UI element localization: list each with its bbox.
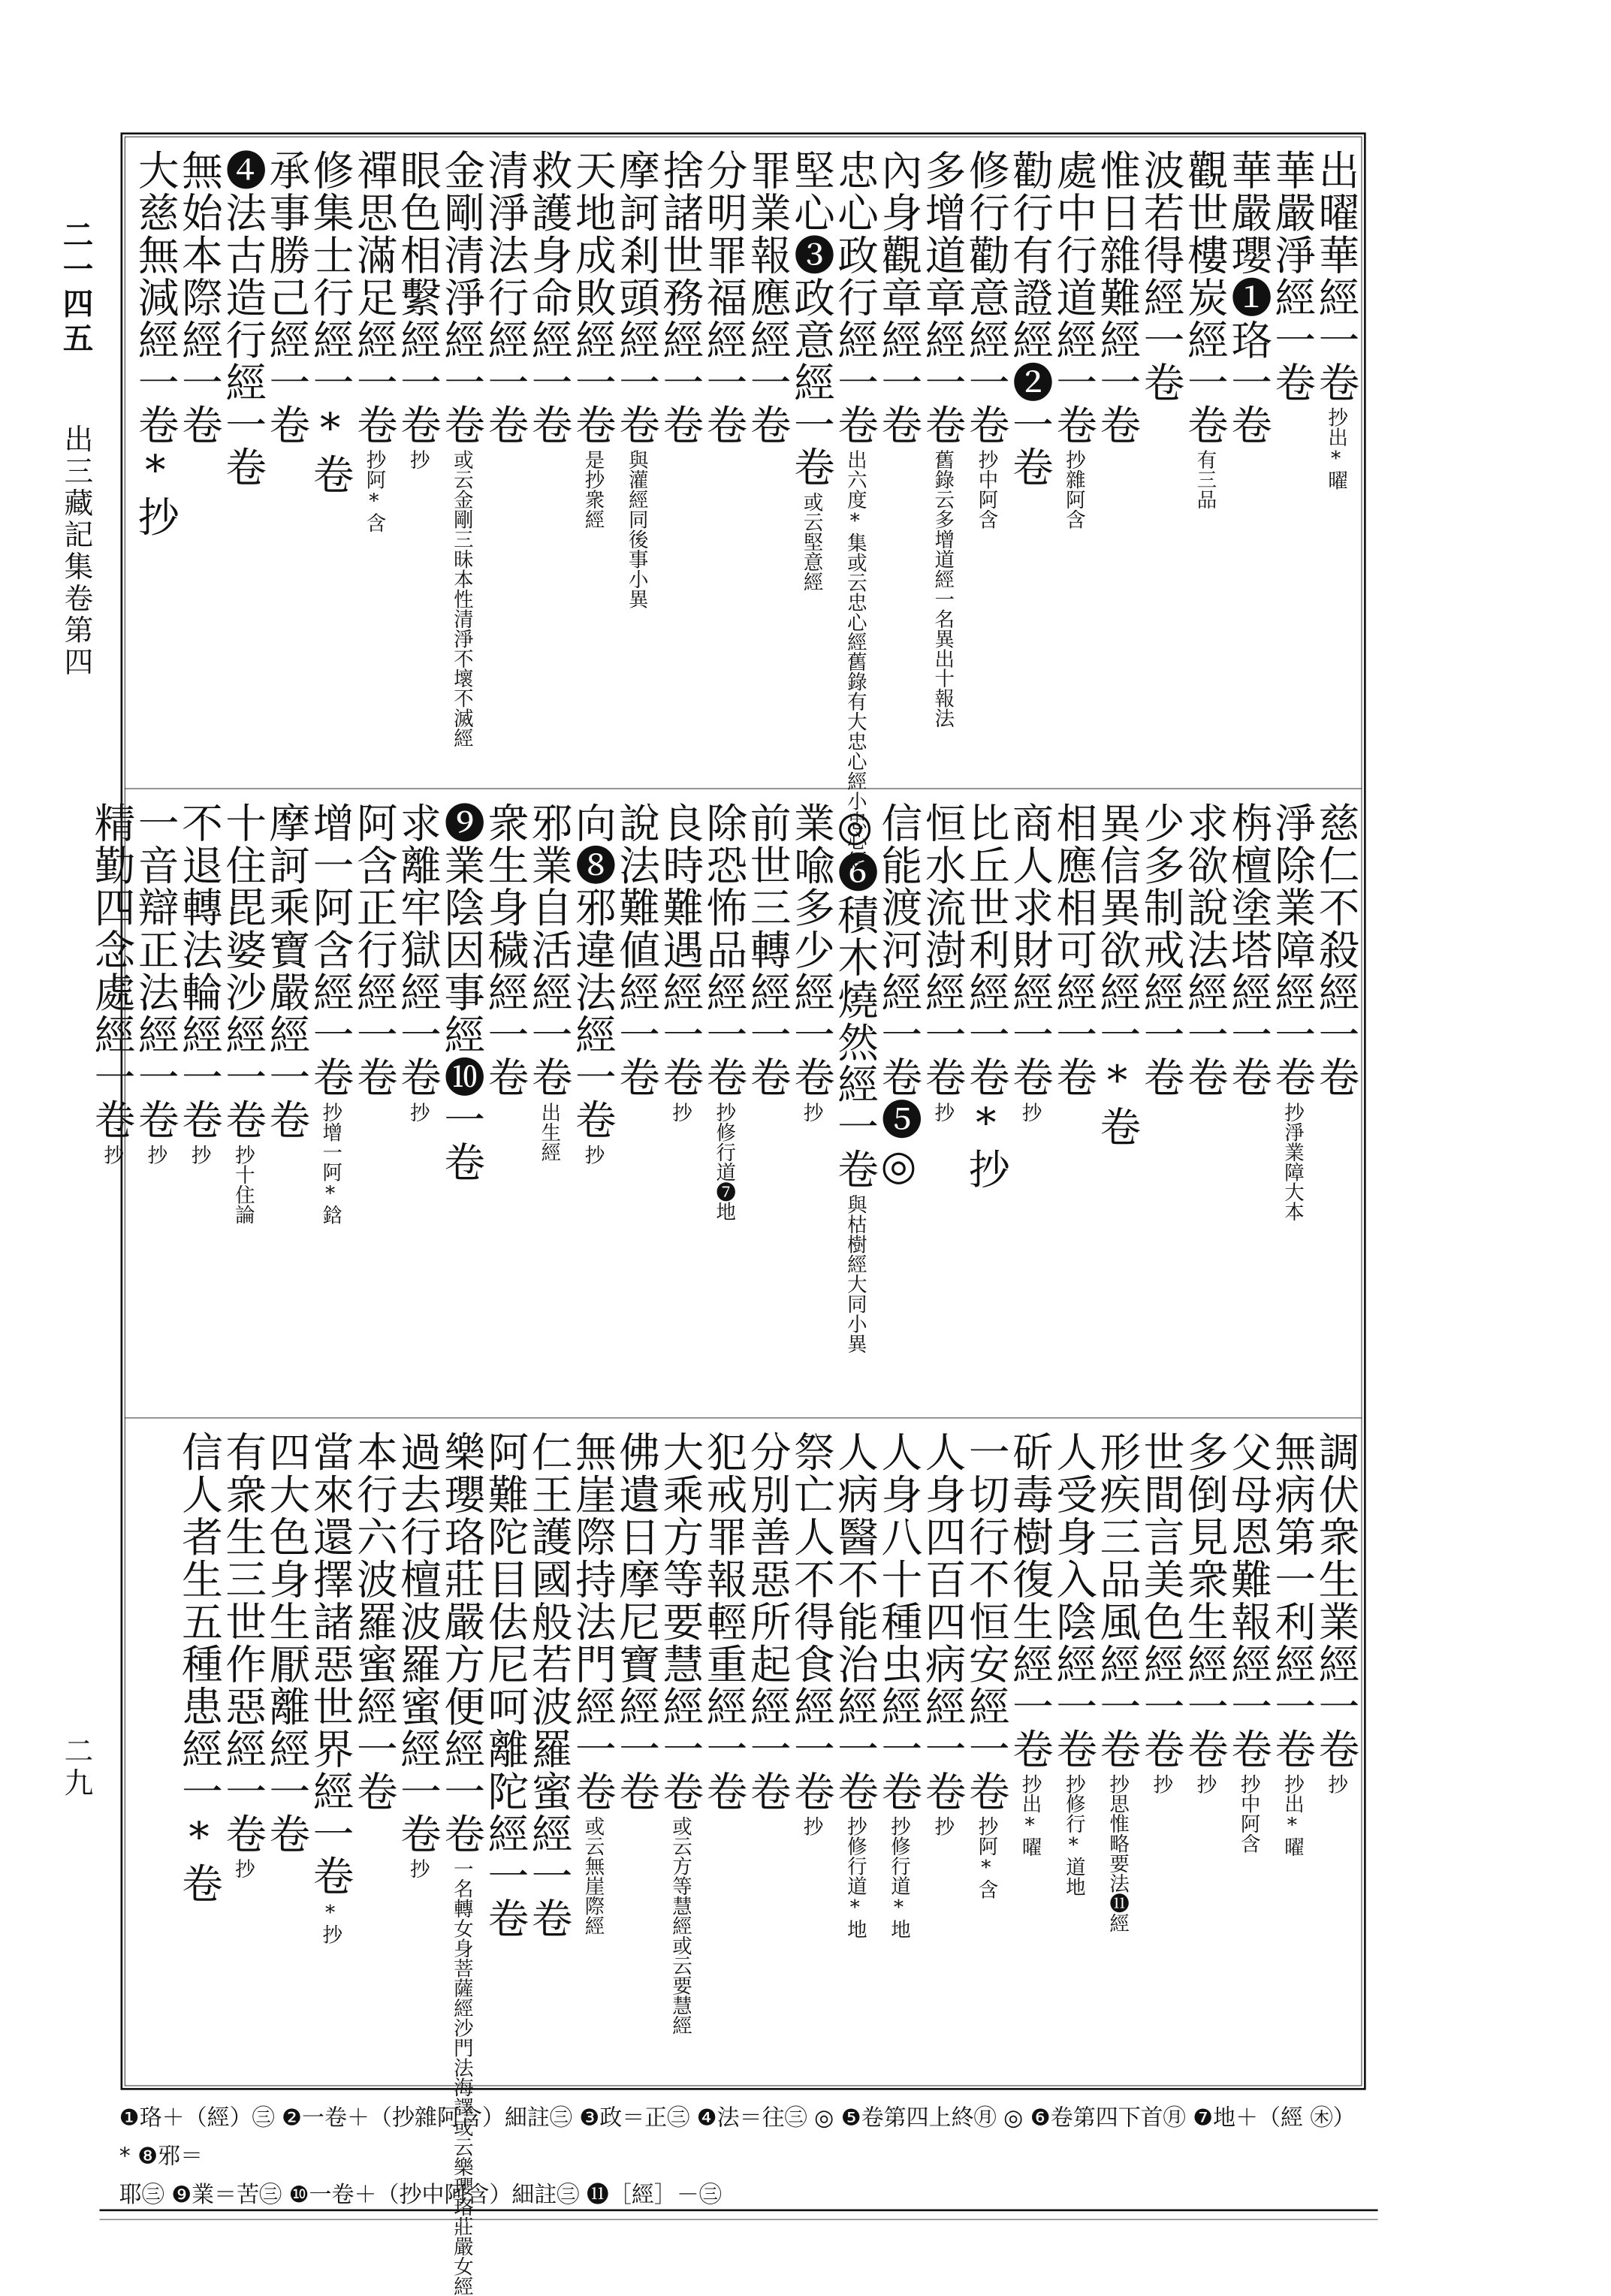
- sutra-title: 本行六波羅蜜經一卷: [349, 1431, 399, 1813]
- sutra-entry: [961, 1431, 1011, 1899]
- sutra-title: 衆生身穢經一卷: [481, 801, 529, 1099]
- sutra-title: 多增道章經一卷: [918, 149, 967, 446]
- sutra-title: 堅心❸政意經一卷: [786, 149, 836, 489]
- sutra-title: 斫毒樹復生經一卷: [1005, 1431, 1054, 1770]
- sutra-title: 捨諸世務經一卷: [656, 149, 704, 446]
- sutra-title: 慈仁不殺經一卷: [1311, 801, 1360, 1099]
- sutra-title: 犯戒罪報輕重經一卷: [699, 1431, 748, 1813]
- sutra-entry: [1311, 801, 1360, 1099]
- sutra-entry: [437, 801, 486, 1184]
- sutra-title: 分別善惡所起經一卷: [743, 1431, 792, 1813]
- sutra-title: 前世三轉經一卷: [743, 801, 792, 1099]
- sutra-title: 大慈無減經一卷*抄: [131, 149, 180, 539]
- sutra-entry: [743, 1431, 792, 1813]
- sutra-title: ◎❻積木燒然經一卷: [831, 801, 879, 1190]
- sutra-note: 抄修行道*地: [886, 1816, 910, 1939]
- sutra-note: 抄: [1324, 1773, 1347, 1794]
- sutra-title: 人病醫不能治經一卷: [831, 1431, 879, 1813]
- sutra-title: 惟日雜難經一卷: [1093, 149, 1142, 446]
- sutra-entry: [568, 1431, 617, 1936]
- sutra-note: 或云金剛三昧本性清淨不壞不滅經: [449, 449, 473, 748]
- sutra-entry: [656, 801, 704, 1123]
- sutra-title: 業喩多少經一卷: [786, 801, 836, 1099]
- sutra-title: 清淨法行經一卷: [481, 149, 529, 446]
- sutra-title: 調伏衆生業經一卷: [1311, 1431, 1360, 1770]
- sutra-title: 栴檀塗塔經一卷: [1223, 801, 1273, 1099]
- footnote-line: 耶㊂ ❾業＝苦㊂ ❿一卷＋（抄中阿含）細註㊂ ⓫［經］－㊂: [119, 2181, 722, 2208]
- sutra-title: 四大色身生厭離經一卷: [262, 1431, 311, 1855]
- sutra-title: 忠心政行經一卷: [831, 149, 879, 446]
- sutra-title: 人受身入陰經一卷: [1049, 1431, 1098, 1770]
- sutra-title: 眼色相繫經一卷: [393, 149, 442, 446]
- sutra-entry: [131, 801, 180, 1165]
- sutra-title: 淨除業障經一卷: [1268, 801, 1317, 1099]
- sutra-title: 出曜華經一卷: [1311, 149, 1360, 404]
- sutra-entry: [743, 149, 792, 446]
- sutra-note: 抄: [406, 1102, 430, 1123]
- sutra-entry: [656, 1431, 704, 2035]
- sutra-note: 抄: [406, 449, 430, 470]
- sutra-title: 十住毘婆沙經一卷: [219, 801, 267, 1141]
- sutra-note: 抄: [799, 1816, 823, 1836]
- sutra-entry: [481, 1431, 529, 1940]
- sutra-note: 抄增一阿*鋡: [318, 1102, 342, 1225]
- sutra-note: 抄: [799, 1102, 823, 1123]
- sutra-note: 抄十住論: [231, 1145, 255, 1224]
- sutra-title: 人身四百四病經一卷: [918, 1431, 967, 1813]
- sutra-title: 說法難値經一卷: [611, 801, 661, 1099]
- sutra-title: 邪業自活經一卷: [524, 801, 573, 1099]
- sutra-note: 抄修行道❼地: [712, 1102, 736, 1222]
- sutra-title: 摩訶乘寶嚴經一卷: [262, 801, 311, 1141]
- sutra-entry: [1223, 149, 1273, 446]
- sutra-note: 抄: [1018, 1102, 1042, 1123]
- sutra-entry: [611, 149, 661, 609]
- footnotes: [119, 2098, 1365, 2213]
- sutra-entry: [874, 801, 923, 1190]
- sutra-note: 抄修行*道地: [1061, 1773, 1085, 1897]
- sutra-entry: [961, 149, 1011, 529]
- sutra-entry: [743, 801, 792, 1099]
- page-number-left: 二一四五: [58, 219, 95, 357]
- sutra-entry: [219, 149, 267, 489]
- sutra-title: 波若得經一卷: [1136, 149, 1185, 404]
- sutra-title: 多倒見衆生經一卷: [1180, 1431, 1229, 1770]
- sutra-entry: [524, 801, 573, 1163]
- sutra-note: 抄: [1193, 1773, 1217, 1794]
- sutra-entry: [831, 1431, 879, 1939]
- sutra-note: 抄淨業障大本: [1280, 1102, 1304, 1222]
- bottom-rule-thick: [99, 2209, 1377, 2211]
- sutra-entry: [219, 1431, 267, 1879]
- sutra-title: 人身八十種虫經一卷: [874, 1431, 923, 1813]
- sutra-note: 或云無崖際經: [581, 1816, 605, 1936]
- sutra-entry: [786, 149, 836, 592]
- sutra-title: 少多制戒經一卷: [1136, 801, 1185, 1099]
- sutra-title: 樂瓔珞莊嚴方便經一卷: [437, 1431, 486, 1855]
- sutra-title: 處中行道經一卷: [1049, 149, 1098, 446]
- sutra-entry: [349, 149, 399, 533]
- sutra-title: 異信異欲經一*卷: [1093, 801, 1142, 1148]
- sutra-title: 仁王護國般若波羅蜜經一卷: [524, 1431, 573, 1940]
- sutra-note: 抄中阿含: [974, 449, 998, 529]
- sutra-title: 禪思滿足經一卷: [349, 149, 399, 446]
- sutra-note: 抄思惟略要法⓫經: [1106, 1773, 1129, 1933]
- sutra-title: 阿難陀目佉尼呵離陀經一卷: [481, 1431, 529, 1940]
- sutra-title: 修行勸意經一卷: [961, 149, 1011, 446]
- sutra-note: 抄: [668, 1102, 692, 1123]
- sutra-note: 是抄衆經: [581, 449, 605, 529]
- sutra-title: 有衆生三世作惡經一卷: [219, 1431, 267, 1855]
- sutra-entry: [262, 1431, 311, 1855]
- sutra-entry: [1136, 1431, 1185, 1794]
- sutra-title: ❾業陰因事經❿一卷: [437, 801, 486, 1184]
- sutra-title: 除恐怖品經一卷: [699, 801, 748, 1099]
- sutra-entry: [1223, 1431, 1273, 1854]
- sutra-entry: [1268, 801, 1317, 1222]
- sutra-note: 有三品: [1193, 449, 1217, 510]
- sutra-entry: [1005, 801, 1054, 1123]
- sutra-title: 一音辯正法經一卷: [131, 801, 180, 1141]
- sutra-note: 與枯樹經大同小異: [843, 1194, 867, 1353]
- sutra-entry: [874, 149, 923, 446]
- sutra-title: 救護身命經一卷: [524, 149, 573, 446]
- sutra-title: 摩訶剎頭經一卷: [611, 149, 661, 446]
- sutra-note: 出六度*集或云忠心經舊錄有大忠心經小忠心經: [843, 449, 867, 870]
- bottom-rule-thin: [99, 2219, 1377, 2220]
- sutra-title: 佛遺日摩尼寶經一卷: [611, 1431, 661, 1813]
- sutra-title: 觀世樓炭經一卷: [1180, 149, 1229, 446]
- sutra-entry: [874, 1431, 923, 1939]
- sutra-entry: [262, 801, 311, 1141]
- sutra-entry: [1223, 801, 1273, 1099]
- sutra-entry: [306, 801, 354, 1225]
- sutra-note: 抄: [231, 1858, 255, 1879]
- sutra-note: 抄: [1149, 1773, 1173, 1794]
- footnote-line: ❶珞＋（經）㊂ ❷一卷＋（抄雜阿含）細註㊂ ❸政＝正㊂ ❹法＝往㊂ ◎ ❺卷第四上終㊊ ◎ ❻卷第四下首㊊ ❼地＋（經 ㊍）* ❽邪＝: [119, 2104, 1356, 2170]
- sutra-note: 出生經: [537, 1102, 561, 1163]
- sutra-entry: [306, 1431, 354, 1945]
- sutra-entry: [1136, 801, 1185, 1099]
- sutra-note: 抄出*曜: [1280, 1773, 1304, 1857]
- sutra-entry: [174, 801, 224, 1165]
- sutra-title: 形疾三品風經一卷: [1093, 1431, 1142, 1770]
- sutra-entry: [611, 1431, 661, 1813]
- sutra-title: 勸行有證經❷一卷: [1005, 149, 1054, 489]
- sutra-entry: [481, 801, 529, 1099]
- sutra-note: 抄雜阿含: [1061, 449, 1085, 529]
- sutra-title: 良時難遇經一卷: [656, 801, 704, 1099]
- sutra-entry: [831, 801, 879, 1353]
- sutra-entry: [524, 1431, 573, 1940]
- sutra-title: 求欲說法經一卷: [1180, 801, 1229, 1099]
- sutra-entry: [1005, 1431, 1054, 1857]
- sutra-entry: [306, 149, 354, 496]
- sutra-note: 抄: [406, 1858, 430, 1879]
- sutra-note: 或云方等慧經或云要慧經: [668, 1816, 692, 2035]
- sutra-entry: [1311, 1431, 1360, 1794]
- sutra-entry: [656, 149, 704, 446]
- sutra-entry: [1049, 149, 1098, 529]
- sutra-title: 一切行不恒安經一卷: [961, 1431, 1011, 1813]
- section-divider-2: [125, 1417, 1362, 1418]
- sutra-note: 抄: [931, 1102, 955, 1123]
- sutra-note: *抄: [318, 1901, 342, 1945]
- sutra-note: 與灌經同後事小異: [624, 449, 648, 609]
- sutra-title: 增一阿含經一卷: [306, 801, 354, 1099]
- sutra-note: 一名轉女身菩薩經沙門法海譯或云樂瓔珞莊嚴女經: [449, 1858, 473, 2296]
- sutra-entry: [699, 801, 748, 1222]
- sutra-note: 抄: [143, 1145, 167, 1165]
- sutra-entry: [611, 801, 661, 1099]
- sutra-note: 舊錄云多增道經一名異出十報法: [931, 449, 955, 729]
- sutra-entry: [1180, 1431, 1229, 1794]
- sutra-title: 天地成敗經一卷: [568, 149, 617, 446]
- sutra-entry: [437, 149, 486, 748]
- sutra-title: 華嚴瓔❶珞一卷: [1223, 149, 1273, 446]
- sutra-title: 祭亡人不得食經一卷: [786, 1431, 836, 1813]
- sutra-entry: [393, 149, 442, 470]
- sutra-title: 無始本際經一卷: [174, 149, 224, 446]
- sutra-entry: [831, 149, 879, 870]
- sutra-entry: [219, 801, 267, 1224]
- sutra-title: 向❽邪違法經一卷: [568, 801, 617, 1141]
- sutra-title: 分明罪福經一卷: [699, 149, 748, 446]
- sutra-title: 商人求財經一卷: [1005, 801, 1054, 1099]
- sutra-entry: [87, 801, 136, 1165]
- sutra-title: 內身觀章經一卷: [874, 149, 923, 446]
- sutra-entry: [524, 149, 573, 446]
- sutra-title: 恒水流澍經一卷: [918, 801, 967, 1099]
- sutra-entry: [918, 149, 967, 729]
- sutra-entry: [918, 1431, 967, 1836]
- sutra-entry: [786, 801, 836, 1123]
- sutra-entry: [174, 149, 224, 446]
- sutra-entry: [393, 1431, 442, 1879]
- sutra-entry: [1093, 149, 1142, 446]
- sutra-title: 承事勝己經一卷: [262, 149, 311, 446]
- sutra-entry: [699, 149, 748, 446]
- sutra-title: 無病第一利經一卷: [1268, 1431, 1317, 1770]
- sutra-title: 比丘世利經一卷*抄: [961, 801, 1011, 1190]
- sutra-title: 無崖際持法門經一卷: [568, 1431, 617, 1813]
- sutra-entry: [568, 801, 617, 1165]
- sutra-title: 罪業報應經一卷: [743, 149, 792, 446]
- sutra-note: 抄阿*含: [362, 449, 386, 533]
- sutra-title: 信人者生五種患經一*卷: [174, 1431, 224, 1905]
- sutra-title: 精勤四念處經一卷: [87, 801, 136, 1141]
- sutra-title: 華嚴淨經一卷: [1268, 149, 1317, 404]
- sutra-entry: [1180, 149, 1229, 510]
- sutra-entry: [961, 801, 1011, 1190]
- sutra-title: 世間言美色經一卷: [1136, 1431, 1185, 1770]
- sutra-title: 過去行檀波羅蜜經一卷: [393, 1431, 442, 1855]
- sutra-entry: [349, 801, 399, 1099]
- sutra-entry: [918, 801, 967, 1123]
- sutra-entry: [1311, 149, 1360, 490]
- sutra-entry: [1049, 1431, 1098, 1897]
- sutra-entry: [1005, 149, 1054, 489]
- sutra-note: 抄出*曜: [1018, 1773, 1042, 1857]
- sutra-entry: [786, 1431, 836, 1836]
- sutra-title: 大乘方等要慧經一卷: [656, 1431, 704, 1813]
- page-number-right: 二九: [59, 1735, 93, 1800]
- sutra-entry: [1180, 801, 1229, 1099]
- sutra-entry: [699, 1431, 748, 1813]
- sutra-note: 抄出*曜: [1324, 407, 1347, 490]
- sutra-entry: [349, 1431, 399, 1813]
- sutra-entry: [481, 149, 529, 446]
- sutra-entry: [131, 149, 180, 539]
- sutra-entry: [568, 149, 617, 529]
- sutra-entry: [393, 801, 442, 1123]
- sutra-note: 抄修行道*地: [843, 1816, 867, 1939]
- sutra-note: 抄: [100, 1145, 124, 1165]
- sutra-note: 抄: [931, 1816, 955, 1836]
- sutra-entry: [1136, 149, 1185, 404]
- sutra-title: 當來還擇諸惡世界經一卷: [306, 1431, 354, 1898]
- sutra-title: 阿含正行經一卷: [349, 801, 399, 1099]
- sutra-note: 抄中阿含: [1236, 1773, 1260, 1854]
- sutra-title: 父母恩難報經一卷: [1223, 1431, 1273, 1770]
- sutra-entry: [1093, 801, 1142, 1148]
- sutra-note: 抄: [581, 1145, 605, 1165]
- sutra-entry: [1268, 149, 1317, 404]
- sutra-entry: [262, 149, 311, 446]
- sutra-entry: [1268, 1431, 1317, 1857]
- sutra-title: ❹法古造行經一卷: [219, 149, 267, 489]
- sutra-note: 抄阿*含: [974, 1816, 998, 1899]
- sutra-title: 求離牢獄經一卷: [393, 801, 442, 1099]
- sutra-entry: [1093, 1431, 1142, 1933]
- sutra-title: 相應相可經一卷: [1049, 801, 1098, 1099]
- book-title: 出三藏記集卷第四: [59, 424, 93, 679]
- sutra-entry: [1049, 801, 1098, 1099]
- sutra-note: 或云堅意經: [799, 492, 823, 592]
- sutra-note: 抄: [187, 1145, 211, 1165]
- sutra-title: 金剛清淨經一卷: [437, 149, 486, 446]
- sutra-entry: [174, 1431, 224, 1905]
- sutra-title: 信能渡河經一卷❺◎: [874, 801, 923, 1190]
- sutra-title: 不退轉法輪經一卷: [174, 801, 224, 1141]
- sutra-title: 修集士行經一*卷: [306, 149, 354, 496]
